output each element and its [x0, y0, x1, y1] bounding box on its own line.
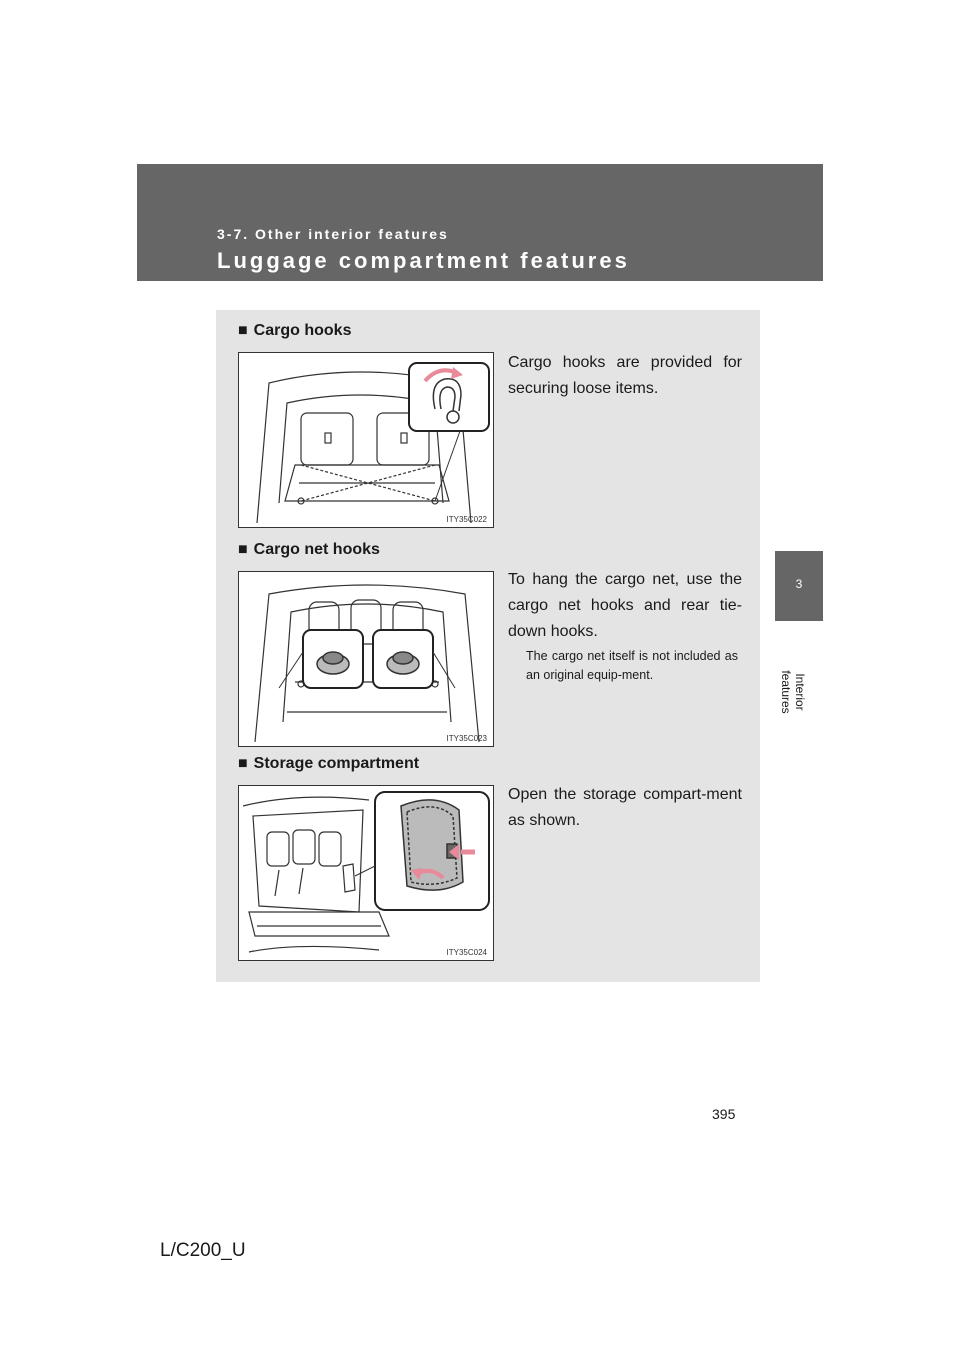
figure-code: ITY35C023 [446, 734, 487, 743]
page-number: 395 [712, 1106, 736, 1122]
section-heading-storage-compartment [238, 755, 419, 773]
cargo-hooks-illustration [239, 353, 494, 528]
chapter-number: 3 [795, 577, 803, 591]
section-heading-cargo-net-hooks [238, 541, 380, 559]
section-text-cargo-hooks: Cargo hooks are provided for securing loose items. [508, 354, 742, 397]
model-code: L/C200_U [160, 1240, 246, 1261]
chapter-tab [775, 551, 823, 621]
section-heading-cargo-hooks [238, 322, 351, 340]
cargo-net-hooks-illustration [239, 572, 494, 747]
section-text-storage-compartment: Open the storage compart-ment as shown. [508, 786, 742, 829]
figure-code: ITY35C022 [446, 515, 487, 524]
page-title: Luggage compartment features [217, 248, 630, 273]
figure-code: ITY35C024 [446, 948, 487, 957]
storage-compartment-illustration [239, 786, 494, 961]
chapter-tab-label: Interior features [779, 670, 807, 714]
bullet-square-icon: ■ [238, 322, 248, 339]
figure-storage-compartment [238, 785, 494, 961]
section-heading-text: Cargo hooks [253, 322, 352, 339]
section-note-cargo-net: The cargo net itself is not included as an original equip-ment. [526, 649, 738, 682]
chapter-header [137, 164, 823, 281]
section-heading-text: Cargo net hooks [253, 541, 380, 558]
figure-cargo-hooks [238, 352, 494, 528]
section-text-cargo-net-hooks: To hang the cargo net, use the cargo net hooks and rear tie-down hooks. [508, 571, 742, 640]
bullet-square-icon: ■ [238, 541, 248, 558]
section-heading-text: Storage compartment [253, 755, 420, 772]
figure-cargo-net-hooks [238, 571, 494, 747]
section-label: 3-7. Other interior features [217, 226, 449, 242]
bullet-square-icon: ■ [238, 755, 248, 772]
